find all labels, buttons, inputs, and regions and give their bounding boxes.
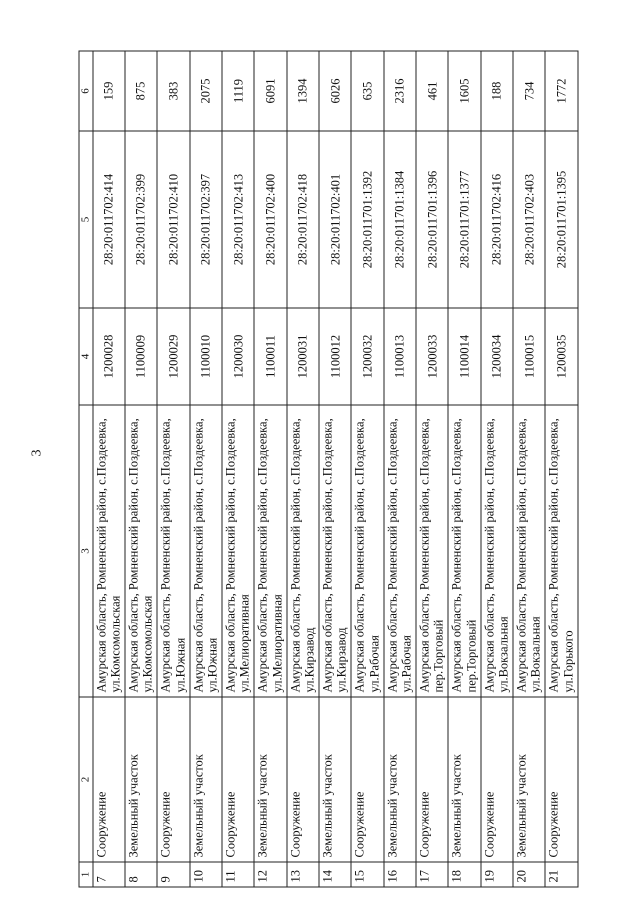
table-row: [416, 51, 448, 887]
table-row: [545, 51, 578, 887]
object-address: Амурская область, Ромненский район, с.Поздеевка, пер.Торговый: [448, 405, 480, 697]
row-number: 8: [125, 862, 157, 887]
header-cell: 1: [79, 862, 93, 887]
object-value: 875: [125, 51, 157, 131]
row-number: 15: [351, 862, 383, 887]
object-address: Амурская область, Ромненский район, с.Поздеевка, ул.Комсомольская: [125, 405, 157, 697]
object-code: 1200035: [545, 308, 578, 405]
header-cell: 2: [79, 697, 93, 862]
object-address: Амурская область, Ромненский район, с.Поздеевка, ул.Вокзальная: [513, 405, 545, 697]
table-row: [287, 51, 319, 887]
object-address: Амурская область, Ромненский район, с.Поздеевка, ул.Мелиоративная: [254, 405, 286, 697]
object-code: 1100010: [190, 308, 222, 405]
table-row: [93, 51, 125, 887]
object-type: Сооружение: [93, 697, 125, 862]
row-number: 19: [481, 862, 513, 887]
row-number: 7: [93, 862, 125, 887]
object-value: 1605: [448, 51, 480, 131]
cadastral-number: 28:20:011701:1395: [545, 131, 578, 308]
object-type: Земельный участок: [125, 697, 157, 862]
object-value: 6091: [254, 51, 286, 131]
row-number: 20: [513, 862, 545, 887]
object-code: 1100014: [448, 308, 480, 405]
object-code: 1200032: [351, 308, 383, 405]
object-type: Сооружение: [481, 697, 513, 862]
row-number: 13: [287, 862, 319, 887]
table-row: [125, 51, 157, 887]
table-row: [157, 51, 189, 887]
table-row: [448, 51, 480, 887]
object-type: Сооружение: [222, 697, 254, 862]
cadastral-number: 28:20:011702:403: [513, 131, 545, 308]
object-address: Амурская область, Ромненский район, с.Поздеевка, ул.Рабочая: [351, 405, 383, 697]
row-number: 11: [222, 862, 254, 887]
object-type: Сооружение: [351, 697, 383, 862]
object-address: Амурская область, Ромненский район, с.Поздеевка, ул.Рабочая: [384, 405, 416, 697]
row-number: 10: [190, 862, 222, 887]
object-address: Амурская область, Ромненский район, с.Поздеевка, ул.Кирзавод: [319, 405, 351, 697]
property-table: [79, 51, 579, 888]
object-type: Земельный участок: [384, 697, 416, 862]
row-number: 16: [384, 862, 416, 887]
table-row: [481, 51, 513, 887]
object-value: 159: [93, 51, 125, 131]
object-address: Амурская область, Ромненский район, с.Поздеевка, ул.Горького: [545, 405, 578, 697]
object-address: Амурская область, Ромненский район, с.Поздеевка, ул.Южная: [157, 405, 189, 697]
object-code: 1200031: [287, 308, 319, 405]
table-row: [190, 51, 222, 887]
header-cell: 3: [79, 405, 93, 697]
row-number: 9: [157, 862, 189, 887]
cadastral-number: 28:20:011702:401: [319, 131, 351, 308]
object-type: Земельный участок: [513, 697, 545, 862]
object-address: Амурская область, Ромненский район, с.Поздеевка, ул.Южная: [190, 405, 222, 697]
object-address: Амурская область, Ромненский район, с.Поздеевка, ул.Комсомольская: [93, 405, 125, 697]
object-value: 1772: [545, 51, 578, 131]
object-type: Сооружение: [287, 697, 319, 862]
object-type: Сооружение: [157, 697, 189, 862]
object-value: 188: [481, 51, 513, 131]
cadastral-number: 28:20:011702:399: [125, 131, 157, 308]
object-address: Амурская область, Ромненский район, с.Поздеевка, ул.Мелиоративная: [222, 405, 254, 697]
object-code: 1100013: [384, 308, 416, 405]
object-code: 1200028: [93, 308, 125, 405]
object-code: 1200034: [481, 308, 513, 405]
object-value: 2075: [190, 51, 222, 131]
object-code: 1100015: [513, 308, 545, 405]
object-value: 734: [513, 51, 545, 131]
object-value: 6026: [319, 51, 351, 131]
table-row: [254, 51, 286, 887]
object-type: Сооружение: [416, 697, 448, 862]
table-row: [513, 51, 545, 887]
object-value: 1394: [287, 51, 319, 131]
cadastral-number: 28:20:011702:397: [190, 131, 222, 308]
table-body: [93, 51, 578, 887]
cadastral-number: 28:20:011701:1392: [351, 131, 383, 308]
page-number: 3: [29, 449, 45, 457]
object-code: 1200030: [222, 308, 254, 405]
header-row: [79, 51, 93, 887]
object-code: 1100011: [254, 308, 286, 405]
row-number: 12: [254, 862, 286, 887]
row-number: 18: [448, 862, 480, 887]
cadastral-number: 28:20:011701:1377: [448, 131, 480, 308]
cadastral-number: 28:20:011702:418: [287, 131, 319, 308]
object-value: 2316: [384, 51, 416, 131]
header-cell: 5: [79, 131, 93, 308]
cadastral-number: 28:20:011702:414: [93, 131, 125, 308]
object-code: 1100009: [125, 308, 157, 405]
object-type: Земельный участок: [448, 697, 480, 862]
table-row: [222, 51, 254, 887]
cadastral-number: 28:20:011701:1396: [416, 131, 448, 308]
header-cell: 6: [79, 51, 93, 131]
object-value: 1119: [222, 51, 254, 131]
object-value: 383: [157, 51, 189, 131]
header-cell: 4: [79, 308, 93, 405]
cadastral-number: 28:20:011702:416: [481, 131, 513, 308]
table-row: [384, 51, 416, 887]
table-row: [319, 51, 351, 887]
object-code: 1200033: [416, 308, 448, 405]
row-number: 14: [319, 862, 351, 887]
object-address: Амурская область, Ромненский район, с.Поздеевка, пер.Торговый: [416, 405, 448, 697]
object-type: Земельный участок: [190, 697, 222, 862]
row-number: 21: [545, 862, 578, 887]
object-code: 1100012: [319, 308, 351, 405]
cadastral-number: 28:20:011702:413: [222, 131, 254, 308]
cadastral-number: 28:20:011702:410: [157, 131, 189, 308]
table-row: [351, 51, 383, 887]
object-value: 635: [351, 51, 383, 131]
object-code: 1200029: [157, 308, 189, 405]
cadastral-number: 28:20:011702:400: [254, 131, 286, 308]
object-address: Амурская область, Ромненский район, с.Поздеевка, ул.Кирзавод: [287, 405, 319, 697]
object-type: Земельный участок: [254, 697, 286, 862]
object-value: 461: [416, 51, 448, 131]
object-type: Сооружение: [545, 697, 578, 862]
row-number: 17: [416, 862, 448, 887]
object-address: Амурская область, Ромненский район, с.Поздеевка, ул.Вокзальная: [481, 405, 513, 697]
object-type: Земельный участок: [319, 697, 351, 862]
cadastral-number: 28:20:011701:1384: [384, 131, 416, 308]
